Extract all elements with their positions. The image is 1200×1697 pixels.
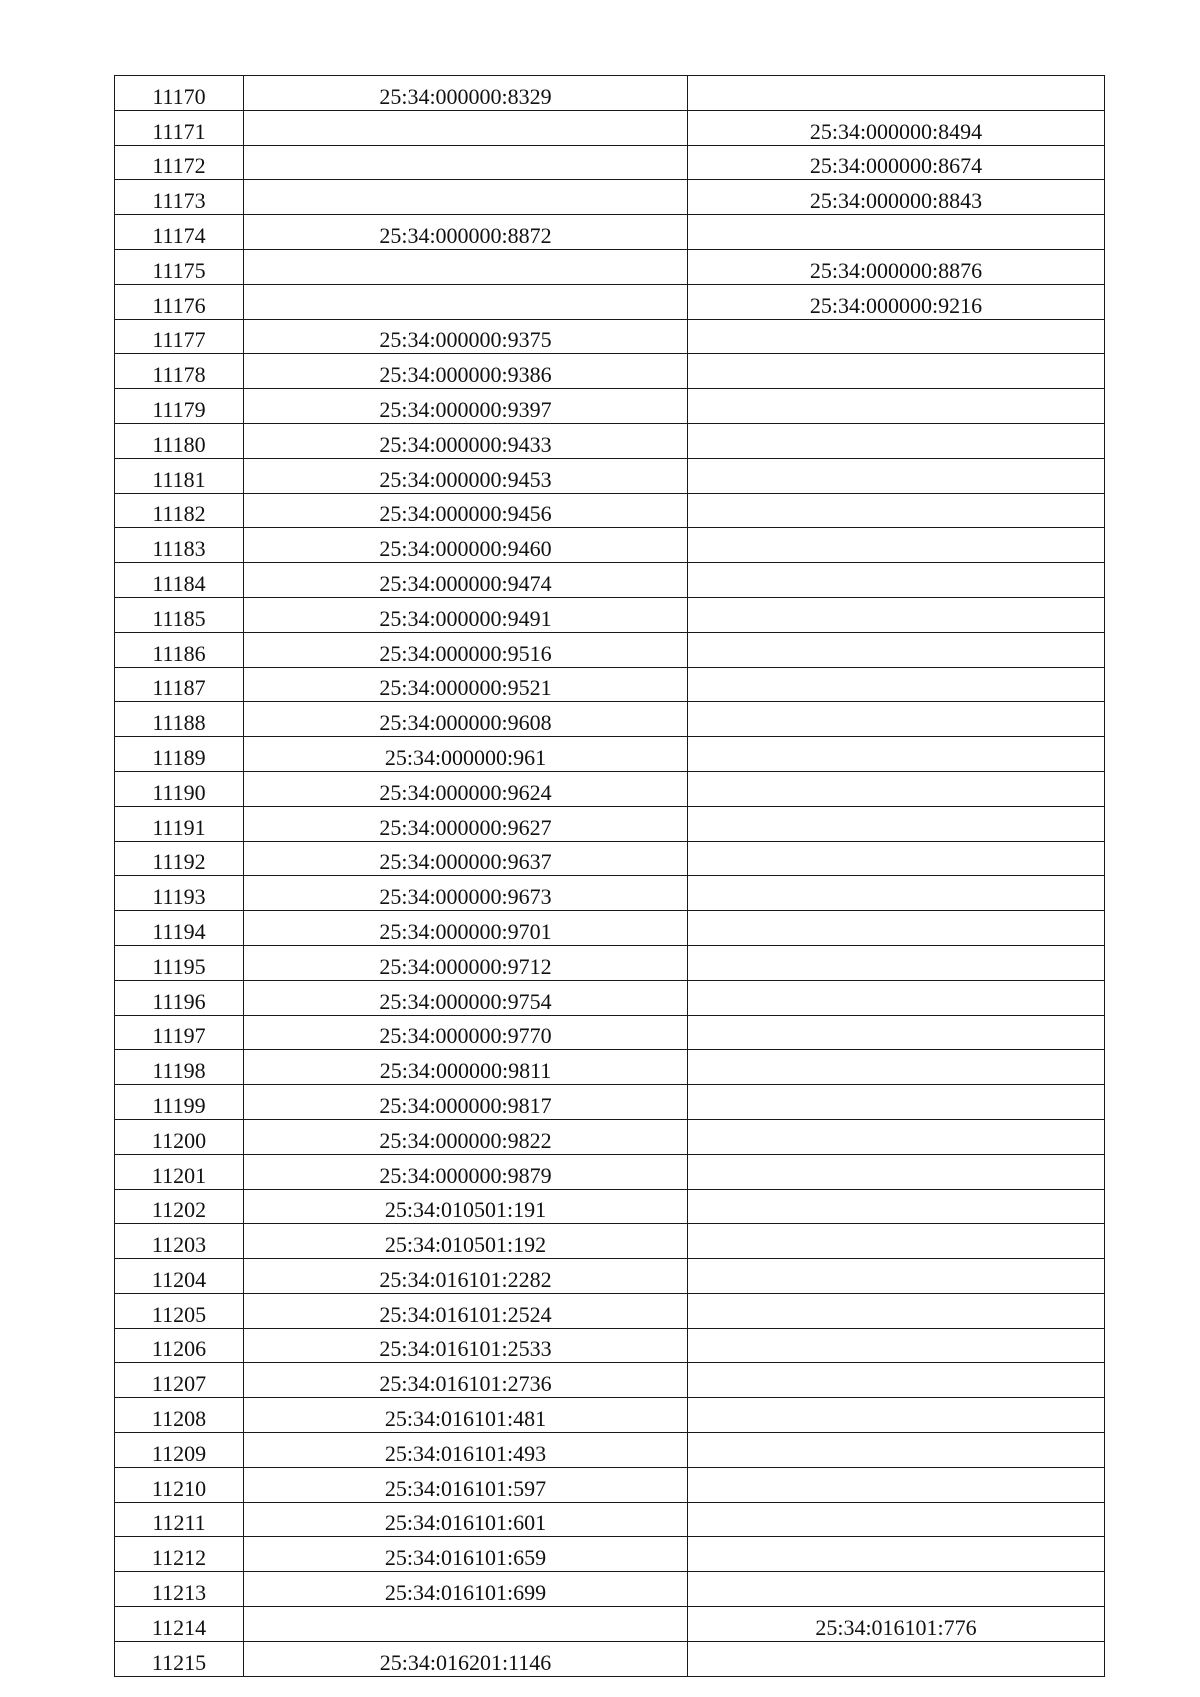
cadastral-number-cell: 25:34:000000:9673 xyxy=(244,876,688,911)
table-row xyxy=(115,458,1105,493)
cadastral-number-cell: 25:34:000000:8329 xyxy=(244,76,688,111)
secondary-cadastral-number-cell xyxy=(688,1119,1105,1154)
cadastral-number-cell: 25:34:000000:8872 xyxy=(244,215,688,250)
table-row xyxy=(115,110,1105,145)
row-number-cell: 11195 xyxy=(115,945,244,980)
cadastral-number-cell: 25:34:000000:9637 xyxy=(244,841,688,876)
table-row xyxy=(115,876,1105,911)
table-row xyxy=(115,1641,1105,1676)
secondary-cadastral-number-cell xyxy=(688,1398,1105,1433)
row-number-cell: 11178 xyxy=(115,354,244,389)
cadastral-number-cell: 25:34:000000:9521 xyxy=(244,667,688,702)
secondary-cadastral-number-cell xyxy=(688,876,1105,911)
table-row xyxy=(115,528,1105,563)
cadastral-number-cell: 25:34:000000:9770 xyxy=(244,1015,688,1050)
row-number-cell: 11194 xyxy=(115,911,244,946)
row-number-cell: 11198 xyxy=(115,1050,244,1085)
table-row xyxy=(115,215,1105,250)
cadastral-number-cell: 25:34:000000:9386 xyxy=(244,354,688,389)
cadastral-number-cell: 25:34:000000:9460 xyxy=(244,528,688,563)
secondary-cadastral-number-cell xyxy=(688,1154,1105,1189)
cadastral-number-cell: 25:34:000000:9754 xyxy=(244,980,688,1015)
cadastral-number-cell xyxy=(244,145,688,180)
secondary-cadastral-number-cell xyxy=(688,771,1105,806)
cadastral-number-cell xyxy=(244,180,688,215)
row-number-cell: 11202 xyxy=(115,1189,244,1224)
secondary-cadastral-number-cell xyxy=(688,1050,1105,1085)
secondary-cadastral-number-cell xyxy=(688,1572,1105,1607)
secondary-cadastral-number-cell xyxy=(688,806,1105,841)
secondary-cadastral-number-cell: 25:34:000000:8876 xyxy=(688,249,1105,284)
secondary-cadastral-number-cell xyxy=(688,423,1105,458)
secondary-cadastral-number-cell xyxy=(688,493,1105,528)
table-row xyxy=(115,1050,1105,1085)
secondary-cadastral-number-cell: 25:34:000000:9216 xyxy=(688,284,1105,319)
secondary-cadastral-number-cell xyxy=(688,1467,1105,1502)
table-row xyxy=(115,319,1105,354)
cadastral-number-cell: 25:34:016101:601 xyxy=(244,1502,688,1537)
secondary-cadastral-number-cell: 25:34:000000:8494 xyxy=(688,110,1105,145)
row-number-cell: 11197 xyxy=(115,1015,244,1050)
secondary-cadastral-number-cell xyxy=(688,354,1105,389)
table-row xyxy=(115,1189,1105,1224)
row-number-cell: 11177 xyxy=(115,319,244,354)
secondary-cadastral-number-cell xyxy=(688,597,1105,632)
secondary-cadastral-number-cell xyxy=(688,319,1105,354)
row-number-cell: 11208 xyxy=(115,1398,244,1433)
row-number-cell: 11206 xyxy=(115,1328,244,1363)
cadastral-number-table xyxy=(114,75,1105,1677)
table-row xyxy=(115,493,1105,528)
row-number-cell: 11201 xyxy=(115,1154,244,1189)
table-row xyxy=(115,632,1105,667)
row-number-cell: 11215 xyxy=(115,1641,244,1676)
secondary-cadastral-number-cell xyxy=(688,841,1105,876)
table-row xyxy=(115,423,1105,458)
secondary-cadastral-number-cell xyxy=(688,632,1105,667)
secondary-cadastral-number-cell xyxy=(688,1224,1105,1259)
row-number-cell: 11188 xyxy=(115,702,244,737)
table-row xyxy=(115,1467,1105,1502)
secondary-cadastral-number-cell xyxy=(688,1015,1105,1050)
cadastral-number-cell: 25:34:000000:9817 xyxy=(244,1085,688,1120)
secondary-cadastral-number-cell xyxy=(688,563,1105,598)
row-number-cell: 11187 xyxy=(115,667,244,702)
row-number-cell: 11186 xyxy=(115,632,244,667)
secondary-cadastral-number-cell xyxy=(688,1363,1105,1398)
secondary-cadastral-number-cell xyxy=(688,737,1105,772)
cadastral-number-cell: 25:34:016101:2533 xyxy=(244,1328,688,1363)
table-row xyxy=(115,354,1105,389)
row-number-cell: 11196 xyxy=(115,980,244,1015)
secondary-cadastral-number-cell xyxy=(688,1259,1105,1294)
cadastral-number-cell: 25:34:000000:9608 xyxy=(244,702,688,737)
cadastral-number-cell: 25:34:016101:2736 xyxy=(244,1363,688,1398)
row-number-cell: 11209 xyxy=(115,1433,244,1468)
table-row xyxy=(115,1119,1105,1154)
secondary-cadastral-number-cell: 25:34:000000:8674 xyxy=(688,145,1105,180)
secondary-cadastral-number-cell: 25:34:000000:8843 xyxy=(688,180,1105,215)
cadastral-number-cell: 25:34:000000:9433 xyxy=(244,423,688,458)
row-number-cell: 11207 xyxy=(115,1363,244,1398)
cadastral-number-cell xyxy=(244,110,688,145)
row-number-cell: 11200 xyxy=(115,1119,244,1154)
cadastral-number-cell xyxy=(244,284,688,319)
cadastral-number-cell: 25:34:000000:9811 xyxy=(244,1050,688,1085)
table-row xyxy=(115,737,1105,772)
cadastral-number-cell: 25:34:016101:2282 xyxy=(244,1259,688,1294)
secondary-cadastral-number-cell xyxy=(688,1641,1105,1676)
table-row xyxy=(115,1259,1105,1294)
table-row xyxy=(115,145,1105,180)
cadastral-number-cell: 25:34:000000:9456 xyxy=(244,493,688,528)
row-number-cell: 11210 xyxy=(115,1467,244,1502)
table-row xyxy=(115,1398,1105,1433)
table-row xyxy=(115,1537,1105,1572)
row-number-cell: 11204 xyxy=(115,1259,244,1294)
cadastral-number-cell: 25:34:000000:9375 xyxy=(244,319,688,354)
secondary-cadastral-number-cell xyxy=(688,980,1105,1015)
table-row xyxy=(115,597,1105,632)
table-row xyxy=(115,563,1105,598)
secondary-cadastral-number-cell xyxy=(688,76,1105,111)
table-row xyxy=(115,945,1105,980)
row-number-cell: 11179 xyxy=(115,389,244,424)
table-row xyxy=(115,771,1105,806)
table-row xyxy=(115,1328,1105,1363)
cadastral-number-cell: 25:34:000000:9712 xyxy=(244,945,688,980)
row-number-cell: 11184 xyxy=(115,563,244,598)
cadastral-number-cell: 25:34:000000:9701 xyxy=(244,911,688,946)
table-row xyxy=(115,702,1105,737)
cadastral-number-cell: 25:34:000000:9453 xyxy=(244,458,688,493)
secondary-cadastral-number-cell xyxy=(688,215,1105,250)
cadastral-number-cell: 25:34:000000:9491 xyxy=(244,597,688,632)
cadastral-number-cell: 25:34:016101:493 xyxy=(244,1433,688,1468)
table-row xyxy=(115,667,1105,702)
cadastral-number-cell: 25:34:010501:191 xyxy=(244,1189,688,1224)
secondary-cadastral-number-cell xyxy=(688,1433,1105,1468)
table-row xyxy=(115,1502,1105,1537)
row-number-cell: 11176 xyxy=(115,284,244,319)
row-number-cell: 11172 xyxy=(115,145,244,180)
row-number-cell: 11173 xyxy=(115,180,244,215)
row-number-cell: 11170 xyxy=(115,76,244,111)
row-number-cell: 11213 xyxy=(115,1572,244,1607)
secondary-cadastral-number-cell xyxy=(688,1189,1105,1224)
row-number-cell: 11199 xyxy=(115,1085,244,1120)
cadastral-number-cell: 25:34:000000:9516 xyxy=(244,632,688,667)
secondary-cadastral-number-cell xyxy=(688,945,1105,980)
secondary-cadastral-number-cell xyxy=(688,1537,1105,1572)
cadastral-number-cell: 25:34:016101:2524 xyxy=(244,1293,688,1328)
table-row xyxy=(115,806,1105,841)
row-number-cell: 11203 xyxy=(115,1224,244,1259)
table-row xyxy=(115,1607,1105,1642)
table-row xyxy=(115,76,1105,111)
table-row xyxy=(115,249,1105,284)
row-number-cell: 11212 xyxy=(115,1537,244,1572)
secondary-cadastral-number-cell xyxy=(688,1328,1105,1363)
secondary-cadastral-number-cell xyxy=(688,528,1105,563)
table-row xyxy=(115,284,1105,319)
secondary-cadastral-number-cell xyxy=(688,1293,1105,1328)
table-row xyxy=(115,1224,1105,1259)
secondary-cadastral-number-cell xyxy=(688,458,1105,493)
row-number-cell: 11205 xyxy=(115,1293,244,1328)
row-number-cell: 11183 xyxy=(115,528,244,563)
cadastral-number-cell: 25:34:016101:699 xyxy=(244,1572,688,1607)
row-number-cell: 11192 xyxy=(115,841,244,876)
row-number-cell: 11191 xyxy=(115,806,244,841)
cadastral-number-cell: 25:34:010501:192 xyxy=(244,1224,688,1259)
cadastral-number-cell: 25:34:000000:9822 xyxy=(244,1119,688,1154)
row-number-cell: 11193 xyxy=(115,876,244,911)
cadastral-number-cell: 25:34:000000:9624 xyxy=(244,771,688,806)
row-number-cell: 11171 xyxy=(115,110,244,145)
cadastral-number-cell xyxy=(244,1607,688,1642)
row-number-cell: 11189 xyxy=(115,737,244,772)
cadastral-number-cell xyxy=(244,249,688,284)
secondary-cadastral-number-cell xyxy=(688,1085,1105,1120)
row-number-cell: 11214 xyxy=(115,1607,244,1642)
table-row xyxy=(115,980,1105,1015)
row-number-cell: 11181 xyxy=(115,458,244,493)
table-row xyxy=(115,1293,1105,1328)
cadastral-number-cell: 25:34:016201:1146 xyxy=(244,1641,688,1676)
row-number-cell: 11182 xyxy=(115,493,244,528)
table-row xyxy=(115,1572,1105,1607)
secondary-cadastral-number-cell xyxy=(688,667,1105,702)
secondary-cadastral-number-cell xyxy=(688,702,1105,737)
cadastral-number-cell: 25:34:000000:9879 xyxy=(244,1154,688,1189)
row-number-cell: 11174 xyxy=(115,215,244,250)
cadastral-number-cell: 25:34:016101:659 xyxy=(244,1537,688,1572)
table-row xyxy=(115,389,1105,424)
cadastral-number-cell: 25:34:016101:597 xyxy=(244,1467,688,1502)
table-row xyxy=(115,841,1105,876)
table-row xyxy=(115,1154,1105,1189)
row-number-cell: 11211 xyxy=(115,1502,244,1537)
cadastral-number-cell: 25:34:000000:9474 xyxy=(244,563,688,598)
table-row xyxy=(115,1085,1105,1120)
table-row xyxy=(115,911,1105,946)
table-row xyxy=(115,180,1105,215)
secondary-cadastral-number-cell xyxy=(688,1502,1105,1537)
cadastral-number-cell: 25:34:016101:481 xyxy=(244,1398,688,1433)
cadastral-number-cell: 25:34:000000:961 xyxy=(244,737,688,772)
row-number-cell: 11190 xyxy=(115,771,244,806)
cadastral-number-cell: 25:34:000000:9397 xyxy=(244,389,688,424)
cadastral-number-cell: 25:34:000000:9627 xyxy=(244,806,688,841)
secondary-cadastral-number-cell xyxy=(688,911,1105,946)
table-row xyxy=(115,1015,1105,1050)
table-row xyxy=(115,1433,1105,1468)
row-number-cell: 11175 xyxy=(115,249,244,284)
row-number-cell: 11180 xyxy=(115,423,244,458)
row-number-cell: 11185 xyxy=(115,597,244,632)
table-row xyxy=(115,1363,1105,1398)
secondary-cadastral-number-cell: 25:34:016101:776 xyxy=(688,1607,1105,1642)
table-body xyxy=(115,76,1105,1677)
secondary-cadastral-number-cell xyxy=(688,389,1105,424)
